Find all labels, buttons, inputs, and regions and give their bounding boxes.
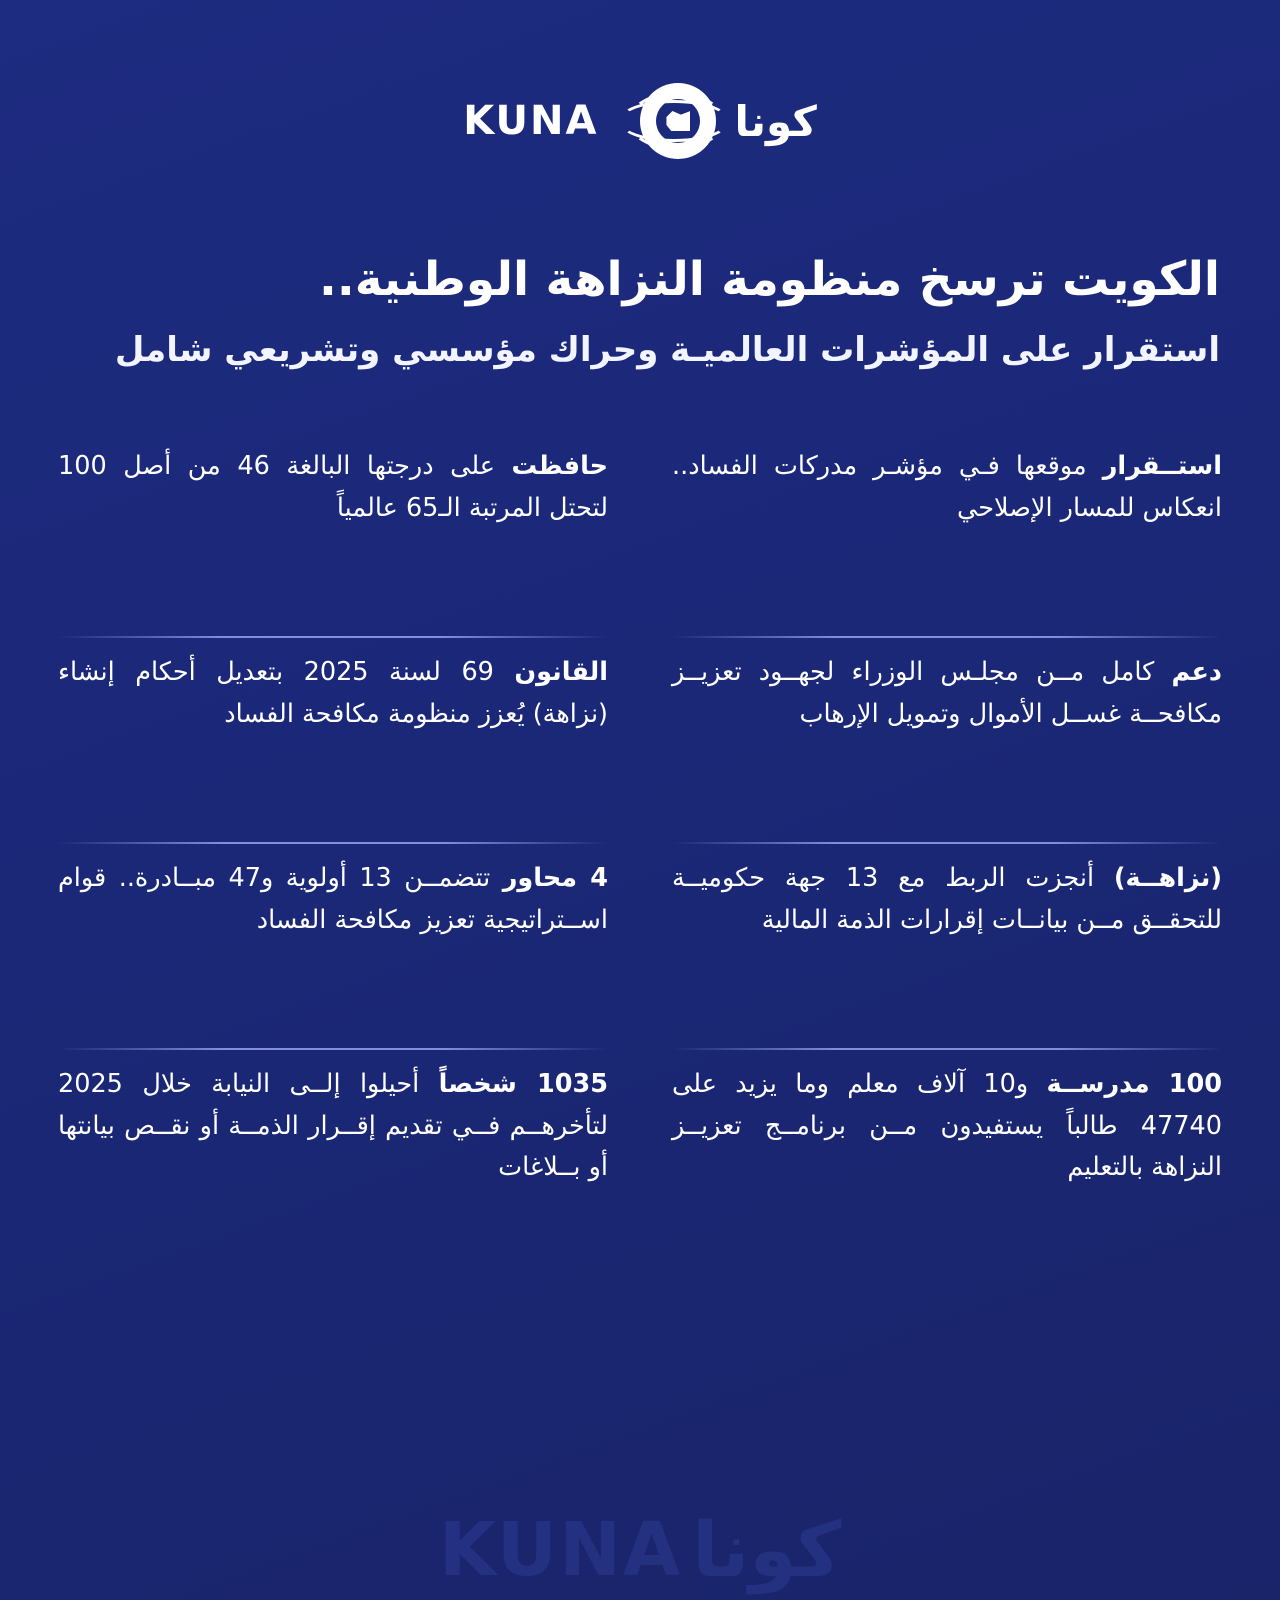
headline-block [60, 250, 1220, 374]
fact-lead: دعم [1171, 657, 1222, 688]
fact-body: و10 آلاف معلم وما يزيد على 47740 طالباً يستفيدون مــن برنامــج تعزيــز النزاهة بالتعليم [672, 1069, 1222, 1183]
fact-body: أحيلوا إلــى النيابة خلال 2025 لتأخرهــم فــي تقديم إقــرار الذمــة أو نقــص بيانتها أو بــلاغات [58, 1069, 608, 1183]
watermark-text-en: KUNA [438, 1506, 683, 1593]
logo-text-en: KUNA [463, 98, 599, 144]
fact-text [58, 446, 608, 622]
logo-text-ar: كونا [734, 96, 817, 146]
fact-text [58, 1064, 608, 1240]
kuna-logo [0, 0, 1280, 164]
fact-text [672, 858, 1222, 1034]
fact-body: أنجزت الربط مع 13 جهة حكوميــة للتحقــق مــن بيانــات إقرارات الذمة المالية [672, 863, 1222, 935]
fact-body: تتضمــن 13 أولوية و47 مبــادرة.. قوام اســتراتيجية تعزيز مكافحة الفساد [58, 863, 608, 935]
fact-lead: حافظت [511, 451, 609, 482]
watermark-text-ar: كونا [692, 1505, 842, 1594]
fact-lead: (نزاهــة) [1113, 863, 1222, 894]
fact-body: على درجتها البالغة 46 من أصل 100 لتحتل المرتبة الـ65 عالمياً [58, 451, 608, 523]
fact-card [58, 652, 608, 858]
facts-grid [58, 446, 1222, 1270]
page-subtitle: استقرار على المؤشرات العالميـة وحراك مؤسسي وتشريعي شامل [114, 330, 1220, 371]
fact-text [672, 446, 1222, 622]
fact-body: موقعها فـي مؤشـر مدركات الفساد.. انعكاس للمسار الإصلاحي [672, 451, 1222, 523]
fact-card [672, 446, 1222, 652]
fact-card [672, 1064, 1222, 1270]
fact-lead: استــقرار [1102, 451, 1222, 482]
fact-card [58, 446, 608, 652]
fact-lead: 4 محاور [502, 863, 608, 894]
kuna-globe-icon [612, 78, 720, 164]
fact-text [58, 652, 608, 828]
fact-text [672, 652, 1222, 828]
watermark [0, 1505, 1280, 1594]
fact-lead: 1035 شخصاً [438, 1069, 608, 1100]
fact-lead: القانون [514, 657, 608, 688]
fact-card [672, 652, 1222, 858]
fact-body: 69 لسنة 2025 بتعديل أحكام إنشاء (نزاهة) يُعزز منظومة مكافحة الفساد [58, 657, 608, 729]
fact-text [58, 858, 608, 1034]
fact-text [672, 1064, 1222, 1240]
fact-lead: 100 مدرســة [1046, 1069, 1222, 1100]
fact-card [58, 858, 608, 1064]
fact-card [58, 1064, 608, 1270]
page-title: الكويت ترسخ منظومة النزاهة الوطنية.. [319, 252, 1220, 307]
fact-body: كامل مــن مجلـس الوزراء لجهــود تعزيــز مكافحــة غســل الأموال وتمويل الإرهاب [672, 657, 1222, 729]
fact-card [672, 858, 1222, 1064]
